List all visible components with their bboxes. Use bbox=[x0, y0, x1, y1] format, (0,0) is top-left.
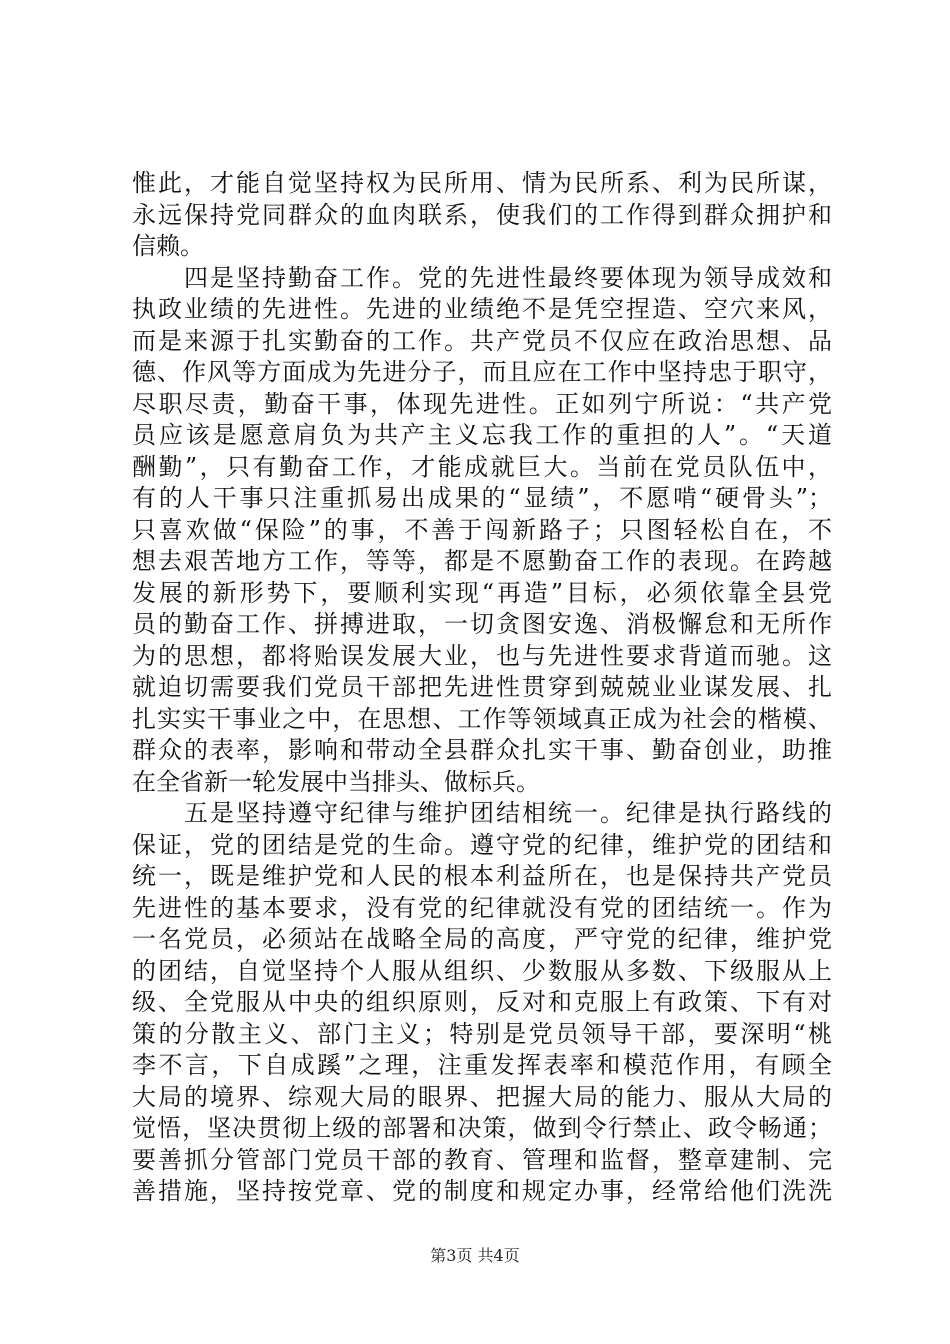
text-line: 酬勤”，只有勤奋工作，才能成就巨大。当前在党员队伍中， bbox=[132, 452, 832, 481]
text-line: 策的分散主义、部门主义；特别是党员领导干部，要深明“桃 bbox=[132, 1019, 832, 1048]
text-line: 就迫切需要我们党员干部把先进性贯穿到兢兢业业谋发展、扎 bbox=[132, 673, 832, 701]
text-line: 的团结，自觉坚持个人服从组织、少数服从多数、下级服从上 bbox=[132, 956, 832, 985]
text-line: 员的勤奋工作、拼搏进取，一切贪图安逸、消极懈怠和无所作 bbox=[132, 610, 832, 638]
text-line: 德、作风等方面成为先进分子，而且应在工作中坚持忠于职守， bbox=[132, 358, 832, 386]
text-line: 而是来源于扎实勤奋的工作。共产党员不仅应在政治思想、品 bbox=[132, 326, 832, 355]
text-line: 群众的表率，影响和带动全县群众扎实干事、勤奋创业，助推 bbox=[132, 736, 832, 764]
text-line: 永远保持党同群众的血肉联系，使我们的工作得到群众拥护和 bbox=[132, 200, 832, 229]
text-line: 想去艰苦地方工作，等等，都是不愿勤奋工作的表现。在跨越 bbox=[132, 547, 832, 575]
text-line: 大局的境界、综观大局的眼界、把握大局的能力、服从大局的 bbox=[132, 1082, 832, 1111]
text-line: 员应该是愿意肩负为共产主义忘我工作的重担的人”。“天道 bbox=[132, 421, 832, 449]
text-line: 统一，既是维护党和人民的根本利益所在，也是保持共产党员 bbox=[132, 862, 832, 890]
text-line: 为的思想，都将贻误发展大业，也与先进性要求背道而驰。这 bbox=[132, 641, 832, 670]
text-line: 保证，党的团结是党的生命。遵守党的纪律，维护党的团结和 bbox=[132, 830, 832, 859]
text-line: 一名党员，必须站在战略全局的高度，严守党的纪律，维护党 bbox=[132, 925, 832, 953]
text-line: 要善抓分管部门党员干部的教育、管理和监督，整章建制、完 bbox=[132, 1145, 832, 1174]
text-line: 级、全党服从中央的组织原则，反对和克服上有政策、下有对 bbox=[132, 988, 832, 1016]
text-line: 四是坚持勤奋工作。党的先进性最终要体现为领导成效和 bbox=[132, 263, 832, 292]
page-footer: 第3页 共4页 bbox=[430, 1246, 520, 1265]
text-line: 李不言，下自成蹊”之理，注重发挥表率和模范作用，有顾全 bbox=[132, 1051, 832, 1079]
text-line: 有的人干事只注重抓易出成果的“显绩”，不愿啃“硬骨头”； bbox=[132, 484, 832, 512]
text-line: 觉悟，坚决贯彻上级的部署和决策，做到令行禁止、政令畅通； bbox=[132, 1114, 832, 1142]
text-line: 尽职尽责，勤奋干事，体现先进性。正如列宁所说：“共产党 bbox=[132, 389, 832, 418]
text-line: 发展的新形势下，要顺利实现“再造”目标，必须依靠全县党 bbox=[132, 578, 832, 607]
text-line: 五是坚持遵守纪律与维护团结相统一。纪律是执行路线的 bbox=[132, 799, 832, 827]
text-line: 惟此，才能自觉坚持权为民所用、情为民所系、利为民所谋， bbox=[132, 169, 832, 197]
text-line: 先进性的基本要求，没有党的纪律就没有党的团结统一。作为 bbox=[132, 893, 832, 922]
text-line: 只喜欢做“保险”的事，不善于闯新路子；只图轻松自在，不 bbox=[132, 515, 832, 544]
document-body bbox=[132, 168, 832, 1208]
text-line: 扎实实干事业之中，在思想、工作等领域真正成为社会的楷模、 bbox=[132, 704, 832, 733]
text-line: 在全省新一轮发展中当排头、做标兵。 bbox=[132, 767, 540, 796]
text-line: 信赖。 bbox=[132, 232, 204, 260]
text-line: 执政业绩的先进性。先进的业绩绝不是凭空捏造、空穴来风， bbox=[132, 295, 832, 323]
text-line: 善措施，坚持按党章、党的制度和规定办事，经常给他们洗洗 bbox=[132, 1177, 832, 1205]
